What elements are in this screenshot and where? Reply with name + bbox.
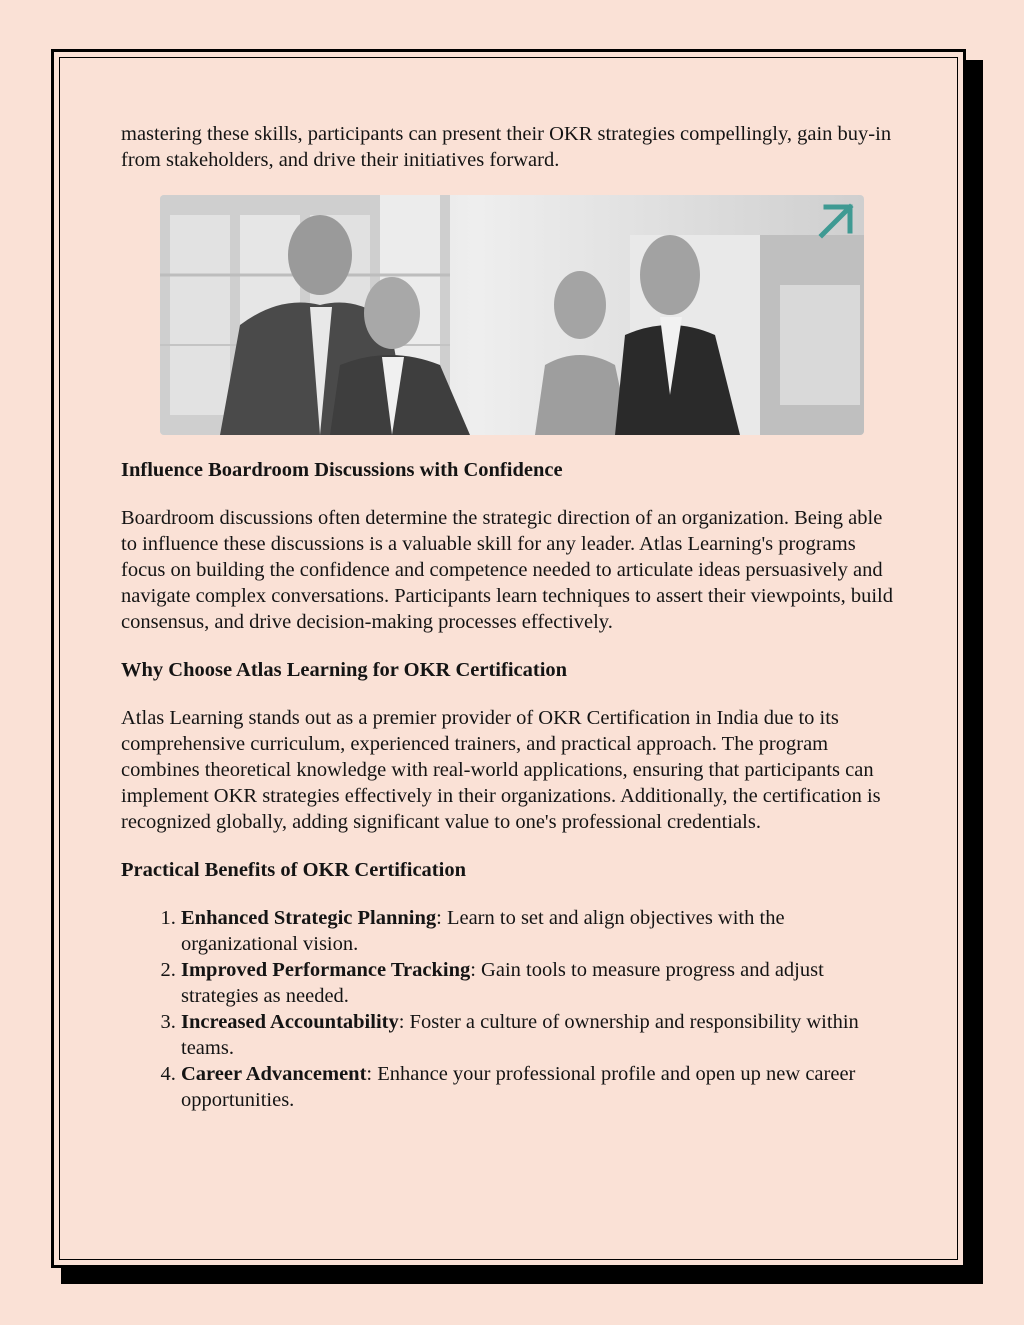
benefit-term: Improved Performance Tracking xyxy=(181,959,471,981)
benefit-desc: : Foster a culture of ownership and responsibility within teams. xyxy=(181,1011,859,1059)
list-item xyxy=(181,905,901,957)
document-body xyxy=(121,121,901,1113)
benefit-term: Enhanced Strategic Planning xyxy=(181,907,437,929)
list-item xyxy=(181,1009,901,1061)
list-item xyxy=(181,957,901,1009)
section-body-boardroom: Boardroom discussions often determine the strategic direction of an organization. Being able to influence these discussions is a valuable skill for any leader. Atlas Learning's programs focus on building the confidence and competence needed to articulate ideas persuasively and navigate complex conversations. Participants learn techniques to assert their viewpoints, build consensus, and drive decision-making processes effectively. xyxy=(121,507,893,633)
intro-paragraph: mastering these skills, participants can present their OKR strategies compellingly, gain buy-in from stakeholders, and drive their initiatives forward. xyxy=(121,123,892,171)
benefit-desc: : Learn to set and align objectives with the organizational vision. xyxy=(181,907,785,955)
benefit-term: Increased Accountability xyxy=(181,1011,399,1033)
benefit-desc: : Enhance your professional profile and open up new career opportunities. xyxy=(181,1063,856,1111)
business-team-photo xyxy=(160,195,864,435)
section-heading-benefits: Practical Benefits of OKR Certification xyxy=(121,859,466,881)
benefits-list xyxy=(121,905,901,1113)
benefit-desc: : Gain tools to measure progress and adjust strategies as needed. xyxy=(181,959,824,1007)
list-item xyxy=(181,1061,901,1113)
section-heading-boardroom: Influence Boardroom Discussions with Confidence xyxy=(121,459,563,481)
section-body-why-choose: Atlas Learning stands out as a premier provider of OKR Certification in India due to its comprehensive curriculum, experienced trainers, and practical approach. The program combines theoretical knowledge with real-world applications, ensuring that participants can implement OKR strategies effectively in their organizations. Additionally, the certification is recognized globally, adding significant value to one's professional credentials. xyxy=(121,707,881,833)
benefit-term: Career Advancement xyxy=(181,1063,367,1085)
section-heading-why-choose: Why Choose Atlas Learning for OKR Certification xyxy=(121,659,568,681)
